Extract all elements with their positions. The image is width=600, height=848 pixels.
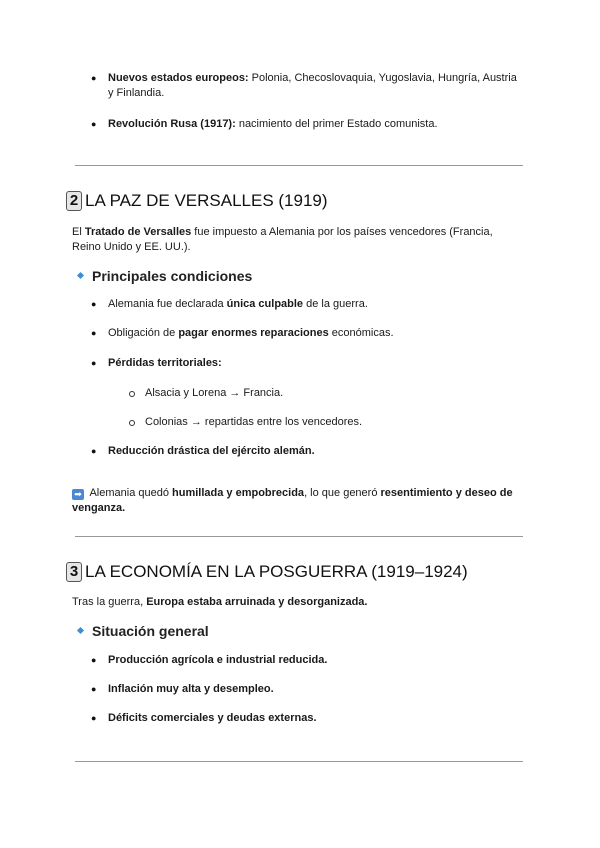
bullet-icon: ● — [91, 299, 97, 309]
section-heading — [66, 561, 468, 583]
list-item: Revolución Rusa (1917): nacimiento del primer Estado comunista. — [108, 118, 438, 130]
divider — [75, 761, 523, 762]
section-title: LA PAZ DE VERSALLES (1919) — [85, 191, 328, 210]
section-heading — [66, 190, 328, 212]
subheading: Situación general — [92, 623, 209, 639]
bullet-icon: ● — [91, 119, 97, 129]
list-item: Pérdidas territoriales: — [108, 357, 222, 369]
list-item: Nuevos estados europeos: Polonia, Checoslovaquia, Yugoslavia, Hungría, Austria y Finlandia. — [108, 72, 517, 99]
keycap-number-icon: 2 — [66, 191, 82, 211]
list-item: Inflación muy alta y desempleo. — [108, 683, 274, 695]
divider — [75, 536, 523, 537]
list-item: Déficits comerciales y deudas externas. — [108, 712, 317, 724]
bullet-icon: ● — [91, 713, 97, 723]
bullet-icon: ● — [91, 684, 97, 694]
list-item: Obligación de pagar enormes reparaciones económicas. — [108, 327, 394, 339]
bullet-icon: ● — [91, 73, 97, 83]
paragraph: El Tratado de Versalles fue impuesto a Alemania por los países vencedores (Francia, Reino Unido y EE. UU.). — [72, 226, 493, 253]
circle-bullet-icon — [129, 391, 135, 397]
bullet-icon: ● — [91, 655, 97, 665]
right-arrow-icon: ➡ — [72, 489, 84, 500]
diamond-icon — [77, 627, 84, 634]
bullet-icon: ● — [91, 446, 97, 456]
bullet-icon: ● — [91, 328, 97, 338]
sub-list-item: Alsacia y Lorena → Francia. — [145, 387, 284, 399]
divider — [75, 165, 523, 166]
circle-bullet-icon — [129, 420, 135, 426]
sub-list-item: Colonias → repartidas entre los vencedores. — [145, 416, 363, 428]
paragraph: Tras la guerra, Europa estaba arruinada y desorganizada. — [72, 596, 368, 608]
section-title: LA ECONOMÍA EN LA POSGUERRA (1919–1924) — [85, 562, 468, 581]
bullet-icon: ● — [91, 358, 97, 368]
list-item: Producción agrícola e industrial reducida. — [108, 654, 328, 666]
keycap-number-icon: 3 — [66, 562, 82, 582]
conclusion-paragraph: ➡ Alemania quedó humillada y empobrecida, lo que generó resentimiento y deseo de venganza. — [72, 487, 513, 514]
diamond-icon — [77, 272, 84, 279]
list-item: Reducción drástica del ejército alemán. — [108, 445, 315, 457]
list-item: Alemania fue declarada única culpable de la guerra. — [108, 298, 368, 310]
subheading: Principales condiciones — [92, 268, 253, 284]
